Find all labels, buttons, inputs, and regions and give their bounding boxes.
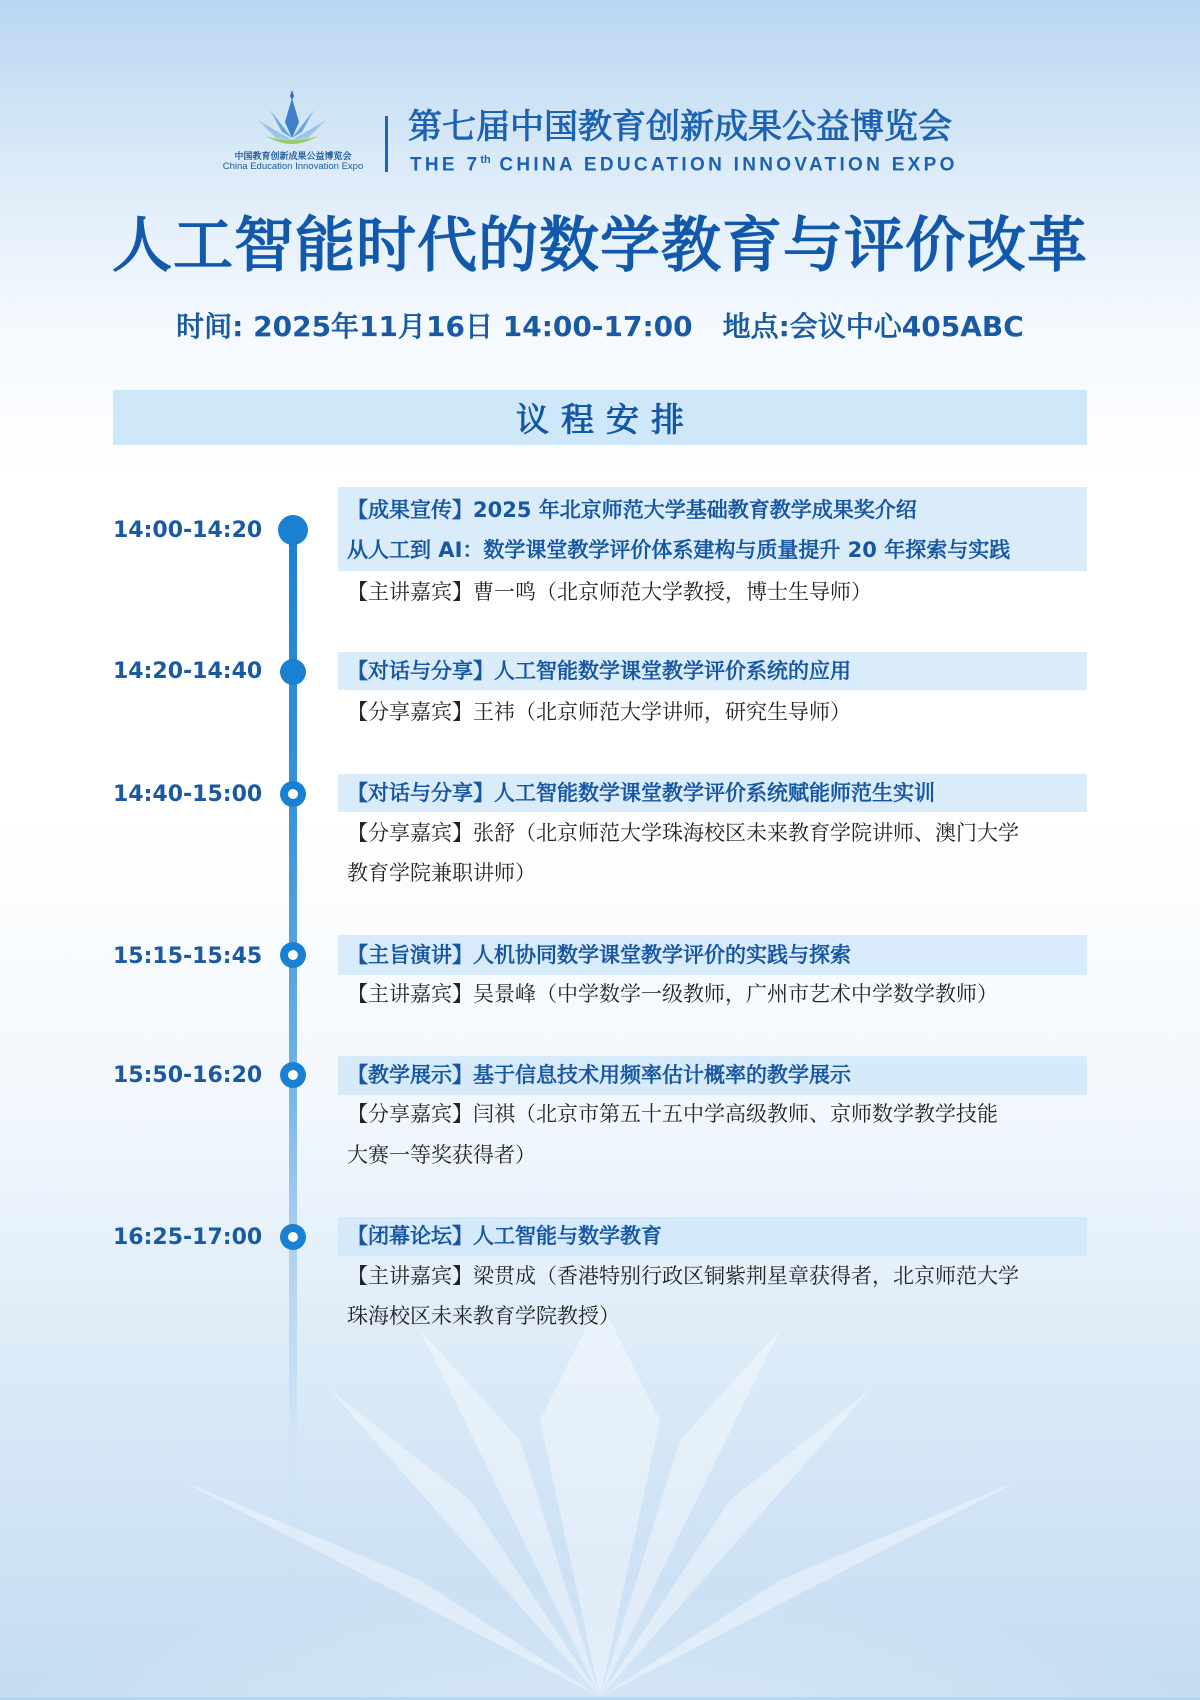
agenda-time: 14:20-14:40: [113, 659, 263, 684]
agenda-topic: 【主旨演讲】人机协同数学课堂教学评价的实践与探索: [347, 943, 851, 967]
logo-chinese-name: 中国教育创新成果公益博览会: [234, 152, 352, 162]
expo-en-suffix: CHINA EDUCATION INNOVATION EXPO: [490, 154, 958, 176]
timeline-dot: [280, 1062, 306, 1088]
expo-en-superscript: th: [480, 154, 491, 166]
header-divider: [385, 116, 388, 172]
timeline-dot: [280, 942, 306, 968]
expo-title-english: [410, 155, 958, 174]
agenda-speaker: 教育学院兼职讲师）: [347, 861, 536, 885]
event-venue: 地点:会议中心405ABC: [722, 310, 1024, 343]
timeline-dot: [278, 515, 308, 545]
agenda-speaker: 珠海校区未来教育学院教授）: [347, 1304, 620, 1328]
agenda-topic: 从人工到 AI：数学课堂教学评价体系建构与质量提升 20 年探索与实践: [347, 538, 1011, 562]
timeline-dot: [280, 781, 306, 807]
agenda-speaker: 【主讲嘉宾】吴景峰（中学数学一级教师，广州市艺术中学数学教师）: [347, 982, 998, 1006]
agenda-speaker: 【主讲嘉宾】曹一鸣（北京师范大学教授，博士生导师）: [347, 580, 872, 604]
page-title: 人工智能时代的数学教育与评价改革: [112, 211, 1088, 281]
event-time: 时间: 2025年11月16日 14:00-17:00: [176, 310, 693, 343]
timeline-line: [289, 520, 297, 1700]
event-time-venue: [0, 310, 1200, 343]
lotus-logo-icon: [252, 90, 332, 150]
agenda-title: 议程安排: [516, 400, 696, 439]
timeline-dot: [280, 1224, 306, 1250]
agenda-speaker: 【分享嘉宾】王祎（北京师范大学讲师，研究生导师）: [347, 700, 851, 724]
agenda-time: 15:15-15:45: [113, 944, 263, 969]
agenda-time: 16:25-17:00: [113, 1225, 263, 1250]
expo-title-chinese: 第七届中国教育创新成果公益博览会: [408, 107, 952, 147]
logo-english-name: China Education Innovation Expo: [222, 161, 364, 172]
timeline-dot: [280, 659, 306, 685]
agenda-topic: 【闭幕论坛】人工智能与数学教育: [347, 1224, 662, 1248]
expo-en-prefix: THE 7: [410, 154, 481, 176]
agenda-speaker: 【分享嘉宾】张舒（北京师范大学珠海校区未来教育学院讲师、澳门大学: [347, 821, 1019, 845]
agenda-speaker: 【主讲嘉宾】梁贯成（香港特别行政区铜紫荆星章获得者，北京师范大学: [347, 1264, 1019, 1288]
agenda-topic: 【对话与分享】人工智能数学课堂教学评价系统赋能师范生实训: [347, 781, 935, 805]
agenda-time: 14:40-15:00: [113, 782, 263, 807]
agenda-speaker: 【分享嘉宾】闫祺（北京市第五十五中学高级教师、京师数学教学技能: [347, 1102, 998, 1126]
agenda-topic: 【教学展示】基于信息技术用频率估计概率的教学展示: [347, 1063, 851, 1087]
agenda-topic: 【对话与分享】人工智能数学课堂教学评价系统的应用: [347, 659, 851, 683]
agenda-speaker: 大赛一等奖获得者）: [347, 1143, 536, 1167]
agenda-banner: [113, 390, 1087, 445]
agenda-time: 15:50-16:20: [113, 1063, 263, 1088]
agenda-topic: 【成果宣传】2025 年北京师范大学基础教育教学成果奖介绍: [347, 498, 917, 522]
agenda-time: 14:00-14:20: [113, 518, 263, 543]
